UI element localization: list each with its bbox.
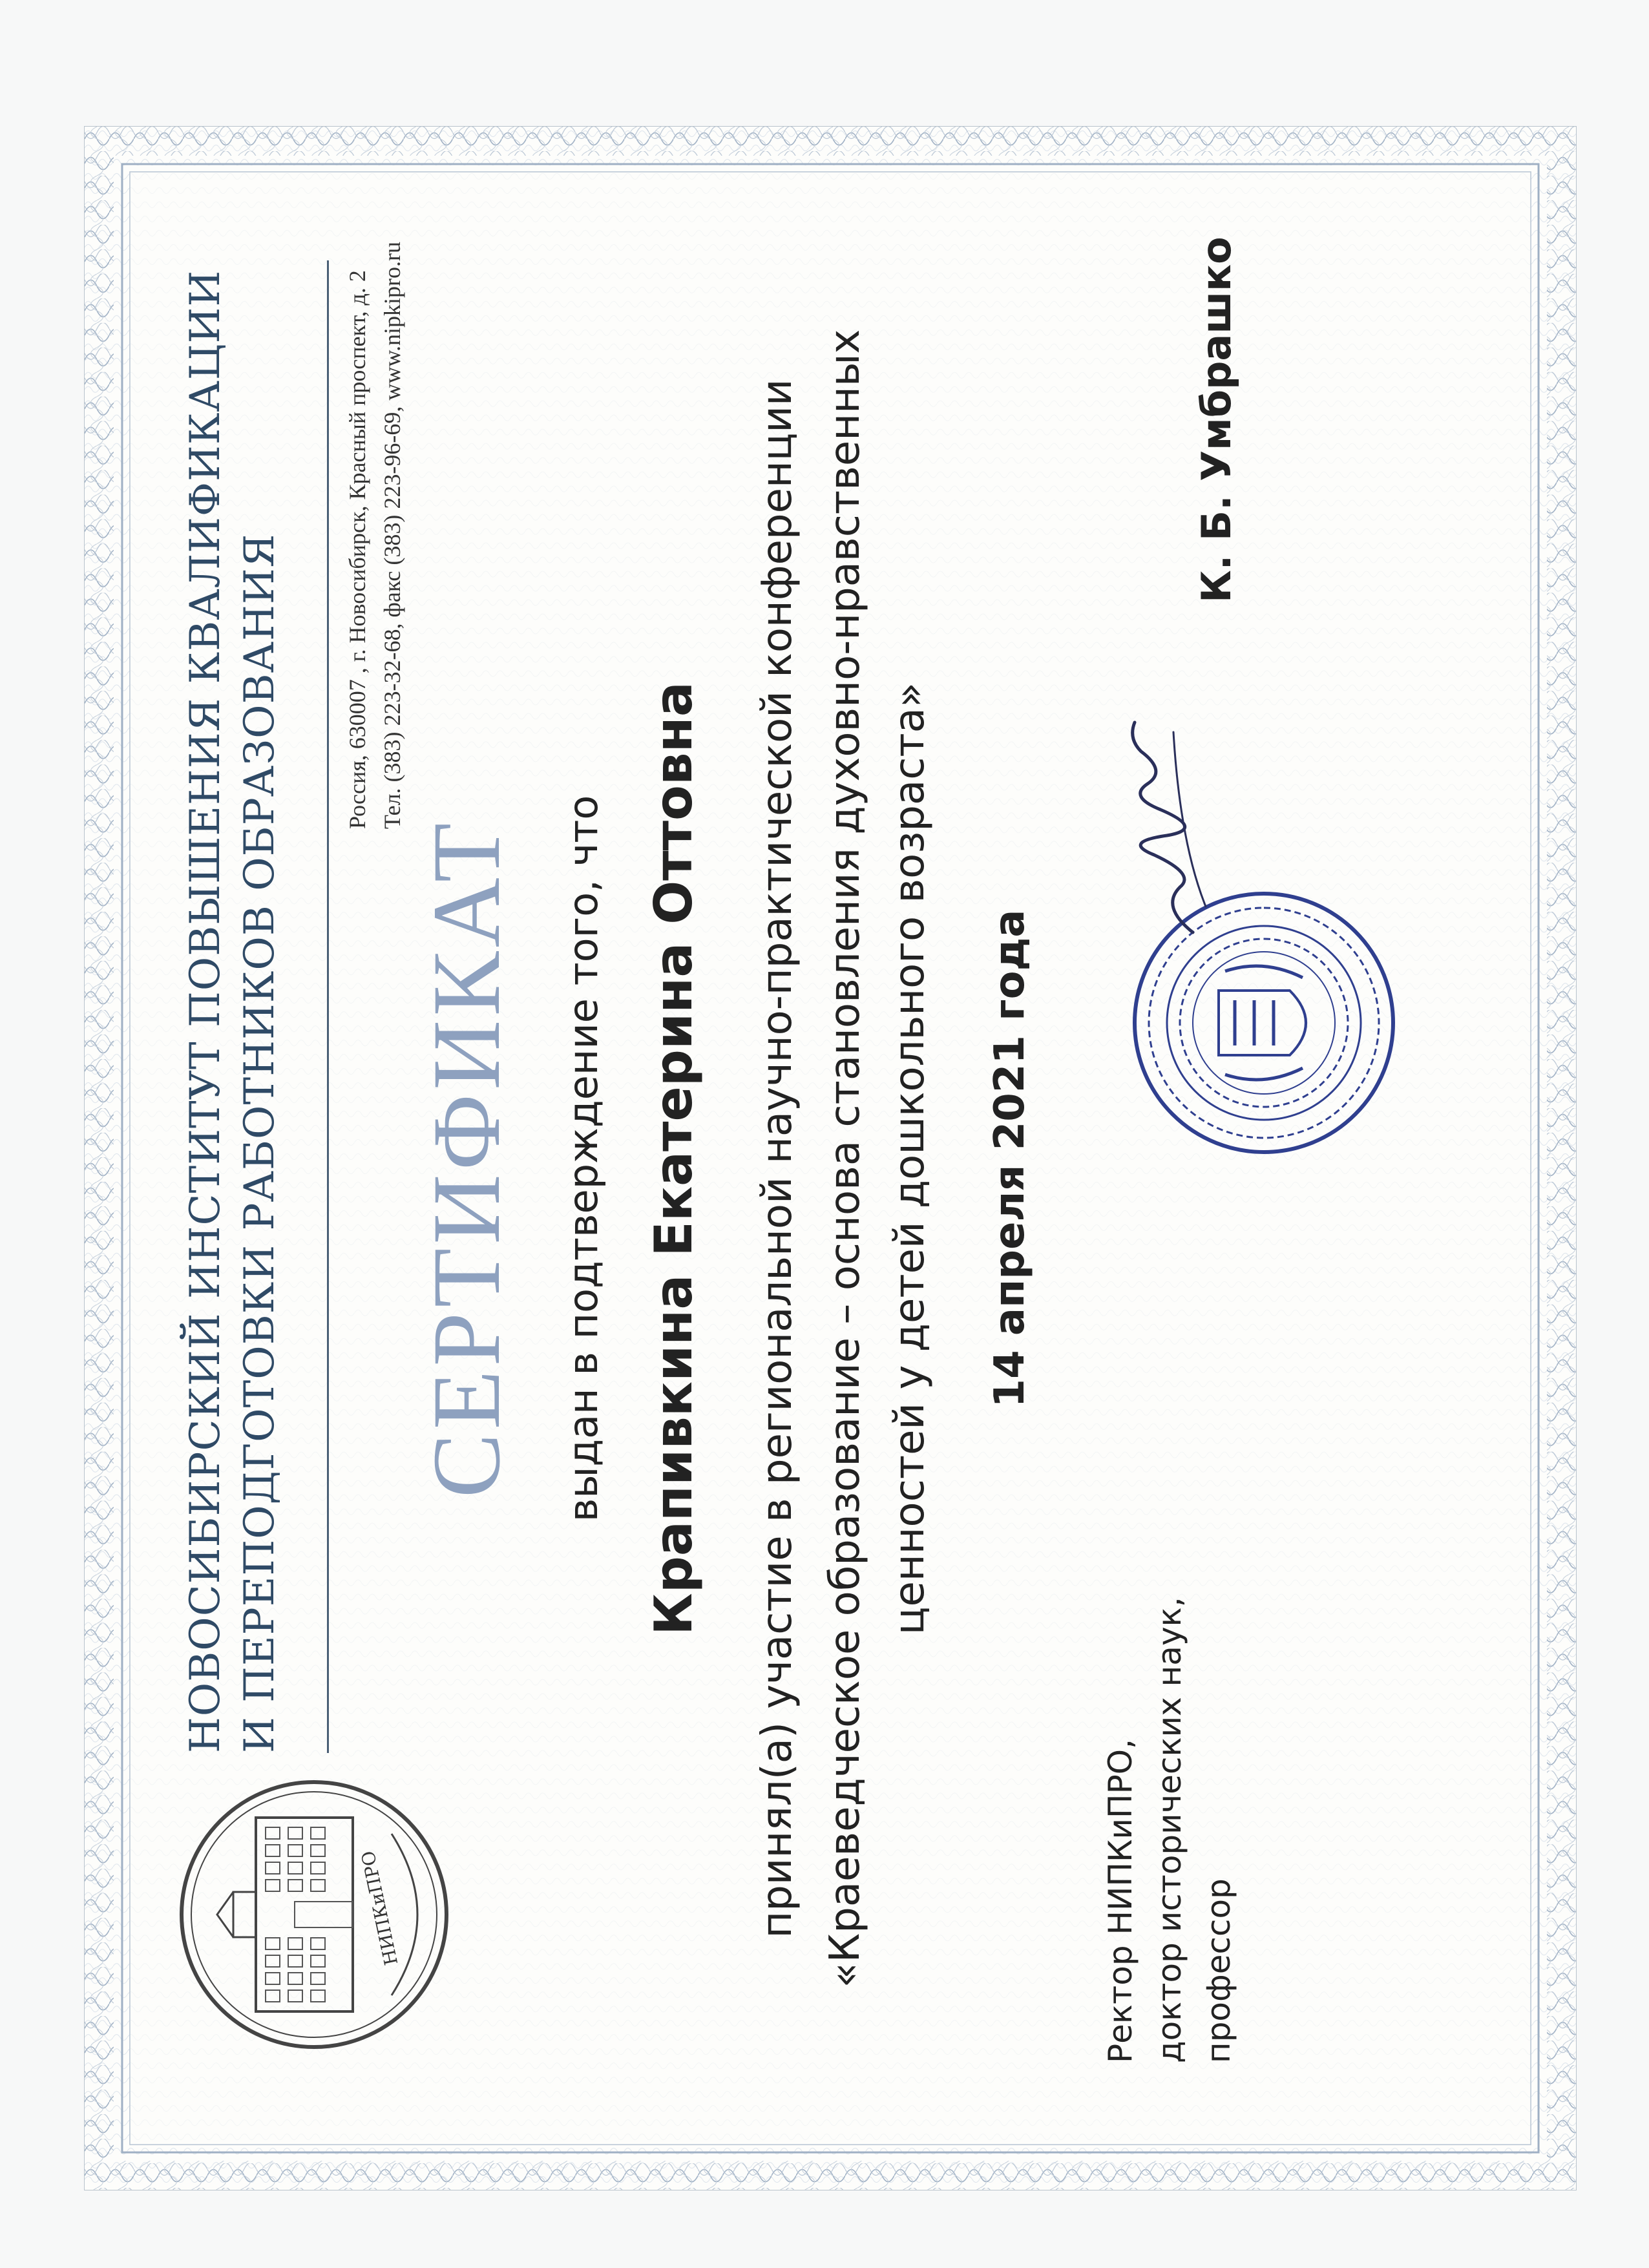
conference-title-line1: «Краеведческое образование – основа становления духовно-нравственных (821, 329, 869, 1988)
certificate-date: 14 апреля 2021 года (986, 909, 1034, 1408)
participation-text: принял(а) участие в региональной научно-практической конференции (753, 379, 801, 1938)
signature-icon (1083, 713, 1225, 945)
address-line1: Россия, 630007 , г. Новосибирск, Красный проспект, д. 2 (344, 270, 370, 829)
institute-name (178, 267, 287, 1753)
signatory-position (1096, 1546, 1243, 2063)
position-line3: профессор (1200, 1878, 1237, 2063)
position-line1: Ректор НИПКиПРО, (1102, 1738, 1139, 2063)
recipient-name: Крапивкина Екатерина Оттовна (644, 682, 704, 1635)
address-line2: Тел. (383) 223-32-68, факс (383) 223-96-69, www.nipkipro.ru (379, 242, 405, 829)
conference-title-line2: ценностей у детей дошкольного возраста» (886, 682, 934, 1635)
institute-name-line1: НОВОСИБИРСКИЙ ИНСТИТУТ ПОВЫШЕНИЯ КВАЛИФИКАЦИИ (182, 269, 229, 1753)
logo-text: НИПКиПРО (357, 1849, 403, 1968)
certificate-content (133, 176, 1529, 2141)
certificate-title: СЕРТИФИКАТ (413, 819, 520, 1498)
certificate-sheet (84, 126, 1577, 2190)
header-divider (327, 260, 329, 1753)
handwritten-signature (1083, 713, 1228, 945)
institute-name-line2: И ПЕРЕПОДГОТОВКИ РАБОТНИКОВ ОБРАЗОВАНИЯ (236, 533, 284, 1753)
signatory-name: К. Б. Умбрашко (1193, 236, 1240, 603)
issued-for-text: выдан в подтверждение того, что (560, 795, 607, 1522)
position-line2: доктор исторических наук, (1151, 1597, 1188, 2063)
institute-address (340, 242, 410, 829)
